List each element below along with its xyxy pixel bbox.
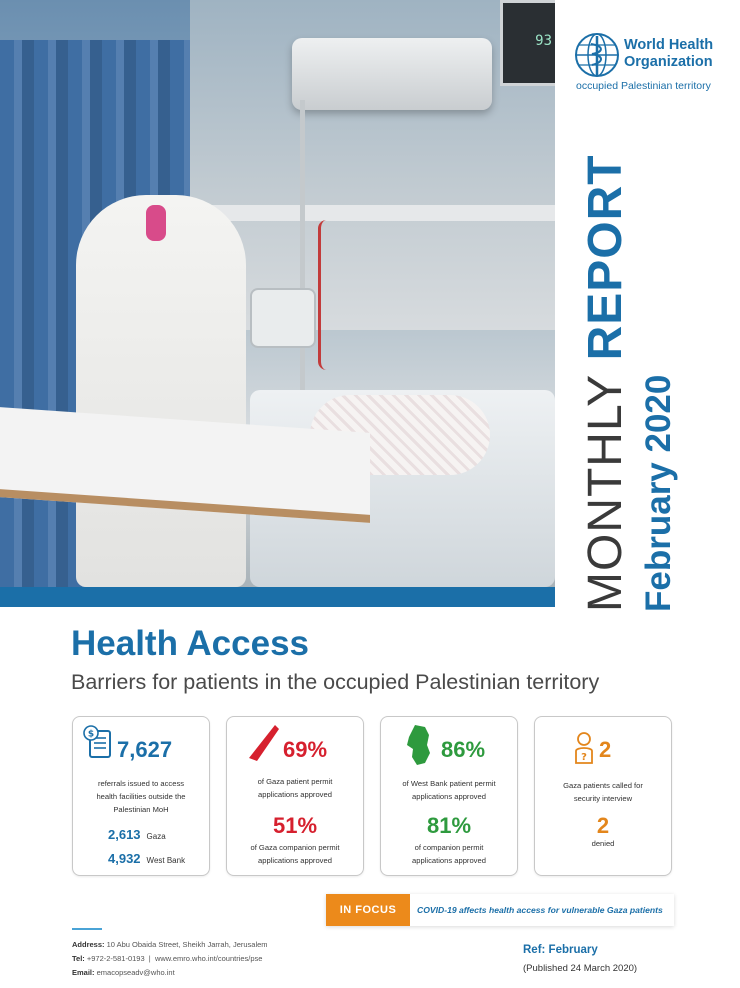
referrals-wb-value: 4,932 xyxy=(108,851,141,866)
nurse-figure xyxy=(76,195,246,587)
infusion-pump xyxy=(250,288,316,348)
security-interview-desc xyxy=(541,779,665,805)
gaza-companion-desc-line2: applications approved xyxy=(258,856,332,865)
referrals-card xyxy=(72,716,210,876)
security-denied-label: denied xyxy=(591,839,615,848)
warmer-lamp xyxy=(292,38,492,110)
referrals-wb-label: West Bank xyxy=(146,856,186,865)
referrals-desc xyxy=(79,777,203,816)
cable xyxy=(318,220,335,370)
address-text: 10 Abu Obaida Street, Sheikh Jarrah, Jerusalem xyxy=(106,940,268,949)
wb-companion-desc xyxy=(387,841,511,867)
footer-divider xyxy=(72,928,102,930)
email-label: Email: xyxy=(72,968,95,977)
in-focus-link[interactable]: COVID-19 affects health access for vulnerable Gaza patients xyxy=(417,905,663,915)
gaza-patient-value: 69% xyxy=(283,737,328,762)
wb-patient-value: 86% xyxy=(441,737,486,762)
report-ref: Ref: February xyxy=(523,944,598,956)
footer-contact: Tel: +972-2-581-0193 | www.emro.who.int/countries/pse xyxy=(72,954,263,963)
who-emblem-icon xyxy=(574,32,620,78)
tel-label: Tel: xyxy=(72,954,85,963)
gaza-map-icon xyxy=(245,723,281,763)
security-interview-value: 2 xyxy=(599,737,612,762)
wb-patient-desc-line2: applications approved xyxy=(412,792,486,801)
gaza-patient-desc-line2: applications approved xyxy=(258,790,332,799)
gaza-patient-desc-line1: of Gaza patient permit xyxy=(257,777,333,786)
wb-companion-desc-line1: of companion permit xyxy=(414,843,484,852)
gaza-companion-desc-line1: of Gaza companion permit xyxy=(250,843,340,852)
referrals-desc-line1: referrals issued to access xyxy=(97,779,185,788)
hero-bottom-bar xyxy=(0,587,555,607)
report-title-line xyxy=(579,154,632,612)
title-report: REPORT xyxy=(579,154,632,361)
person-interview-icon xyxy=(573,731,595,765)
wb-patient-desc xyxy=(387,777,511,803)
vitals-monitor xyxy=(500,0,555,86)
who-logo xyxy=(574,32,734,94)
who-subtitle: occupied Palestinian territory xyxy=(576,80,711,92)
who-name xyxy=(624,37,713,71)
publication-date: (Published 24 March 2020) xyxy=(523,963,638,974)
email-link[interactable]: emacopseadv@who.int xyxy=(96,968,175,977)
in-focus-tag: IN FOCUS xyxy=(326,894,410,926)
wb-companion-value: 81% xyxy=(426,813,472,838)
section-heading: Health Access xyxy=(71,624,309,663)
in-focus-banner[interactable] xyxy=(326,894,674,926)
footer-email xyxy=(72,968,175,977)
referrals-wb-row xyxy=(108,851,185,866)
wb-patient-desc-line1: of West Bank patient permit xyxy=(402,779,496,788)
gaza-patient-desc xyxy=(233,775,357,801)
security-desc-line2: security interview xyxy=(573,794,633,803)
referrals-value: 7,627 xyxy=(117,737,173,762)
report-title xyxy=(579,154,740,612)
referrals-gaza-row xyxy=(108,827,166,842)
title-monthly: MONTHLY xyxy=(579,374,632,612)
referrals-desc-line3: Palestinian MoH xyxy=(113,805,169,814)
gaza-companion-desc xyxy=(233,841,357,867)
wb-companion-desc-line2: applications approved xyxy=(412,856,486,865)
referral-document-icon xyxy=(83,725,113,759)
monitor-reading: 93 xyxy=(535,33,552,49)
hero-photo xyxy=(0,0,555,587)
security-interview-card xyxy=(534,716,672,876)
security-desc-line1: Gaza patients called for xyxy=(563,781,643,790)
referrals-gaza-value: 2,613 xyxy=(108,827,141,842)
security-denied-value: 2 xyxy=(596,813,610,838)
west-bank-permits-card xyxy=(380,716,518,876)
section-subheading: Barriers for patients in the occupied Palestinian territory xyxy=(71,670,600,694)
referrals-desc-line2: health facilities outside the xyxy=(96,792,186,801)
who-name-line1: World Health xyxy=(624,37,714,53)
tel-number: +972-2-581-0193 xyxy=(86,954,145,963)
svg-text:$: $ xyxy=(87,729,95,740)
referrals-gaza-label: Gaza xyxy=(146,832,166,841)
who-name-line2: Organization xyxy=(624,54,713,70)
wall-rail xyxy=(190,205,555,221)
gaza-companion-value: 51% xyxy=(272,813,318,838)
report-date: February 2020 xyxy=(639,374,678,612)
website-link[interactable]: www.emro.who.int/countries/pse xyxy=(154,954,263,963)
gaza-permits-card xyxy=(226,716,364,876)
address-label: Address: xyxy=(72,940,105,949)
svg-text:?: ? xyxy=(581,752,587,763)
footer-address xyxy=(72,940,268,949)
west-bank-map-icon xyxy=(403,723,433,767)
